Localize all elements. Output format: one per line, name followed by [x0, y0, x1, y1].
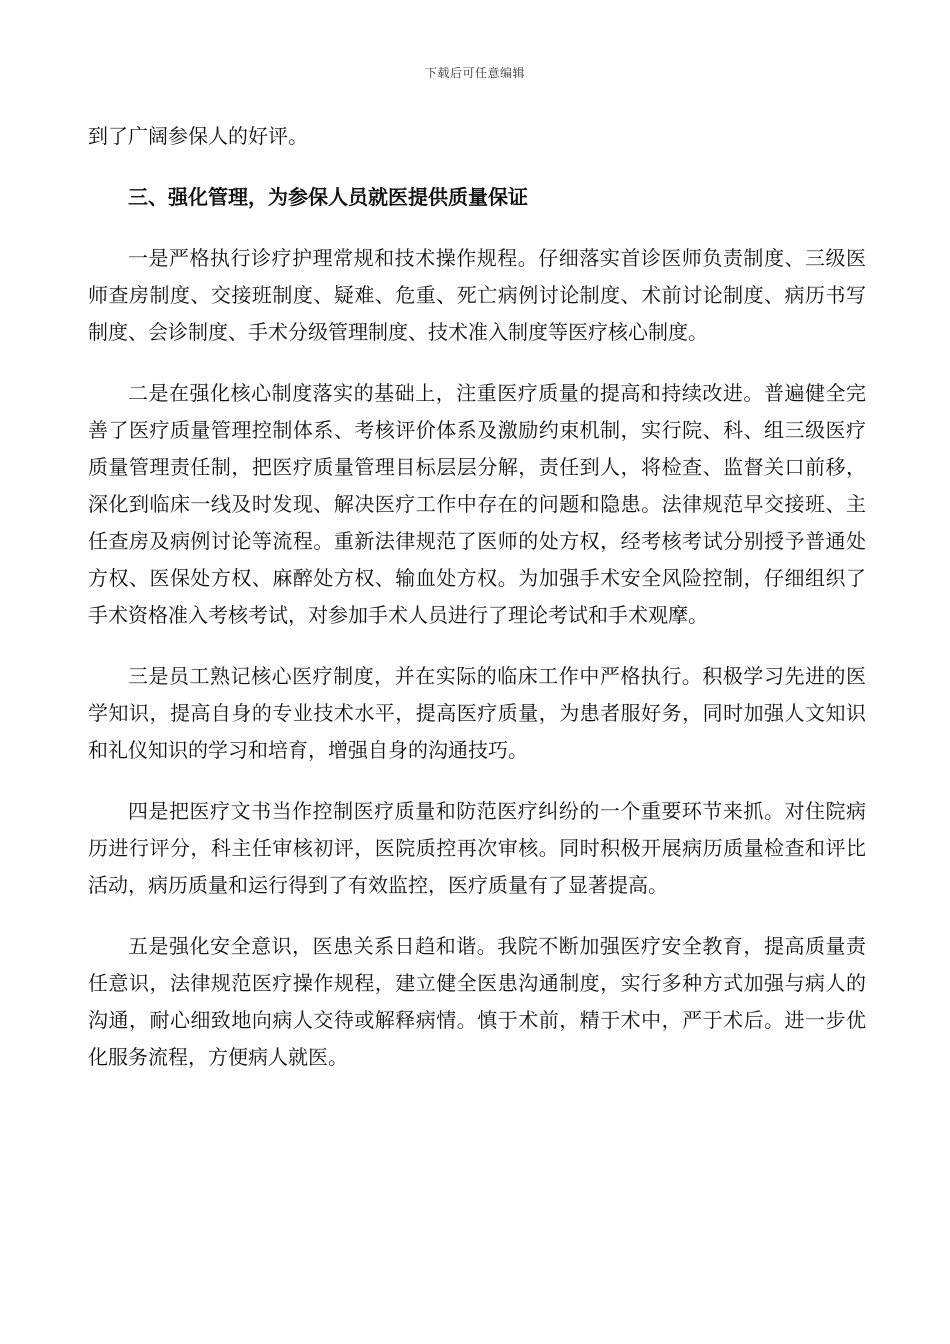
- header-note: 下载后可任意编辑: [424, 66, 525, 80]
- paragraph-5: 五是强化安全意识，医患关系日趋和谐。我院不断加强医疗安全教育，提高质量责任意识，法律规范医疗操作规程，建立健全医患沟通制度，实行多种方式加强与病人的沟通，耐心细致地向病人交待或解释病情。慎于术前，精于术中，严于术后。进一步优化服务流程，方便病人就医。: [88, 934, 866, 1069]
- paragraph-1: 一是严格执行诊疗护理常规和技术操作规程。仔细落实首诊医师负责制度、三级医师查房制度、交接班制度、疑难、危重、死亡病例讨论制度、术前讨论制度、病历书写制度、会诊制度、手术分级管理制度、技术准入制度等医疗核心制度。: [88, 246, 866, 344]
- document-body: [88, 118, 866, 1076]
- section-heading: 三、强化管理，为参保人员就医提供质量保证: [128, 185, 528, 209]
- paragraph-3: 三是员工熟记核心医疗制度，并在实际的临床工作中严格执行。积极学习先进的医学知识，提高自身的专业技术水平，提高医疗质量，为患者服好务，同时加强人文知识和礼仪知识的学习和培育，增强自身的沟通技巧。: [88, 664, 866, 762]
- continuation-text: 到了广阔参保人的好评。: [88, 124, 308, 148]
- paragraph-4: 四是把医疗文书当作控制医疗质量和防范医疗纠纷的一个重要环节来抓。对住院病历进行评分，科主任审核初评，医院质控再次审核。同时积极开展病历质量检查和评比活动，病历质量和运行得到了有效监控，医疗质量有了显著提高。: [88, 799, 866, 897]
- paragraph-2: 二是在强化核心制度落实的基础上，注重医疗质量的提高和持续改进。普遍健全完善了医疗质量管理控制体系、考核评价体系及激励约束机制，实行院、科、组三级医疗质量管理责任制，把医疗质量管理目标层层分解，责任到人，将检查、监督关口前移，深化到临床一线及时发现、解决医疗工作中存在的问题和隐患。法律规范早交接班、主任查房及病例讨论等流程。重新法律规范了医师的处方权，经考核考试分别授予普通处方权、医保处方权、麻醉处方权、输血处方权。为加强手术安全风险控制，仔细组织了手术资格准入考核考试，对参加手术人员进行了理论考试和手术观摩。: [88, 381, 866, 627]
